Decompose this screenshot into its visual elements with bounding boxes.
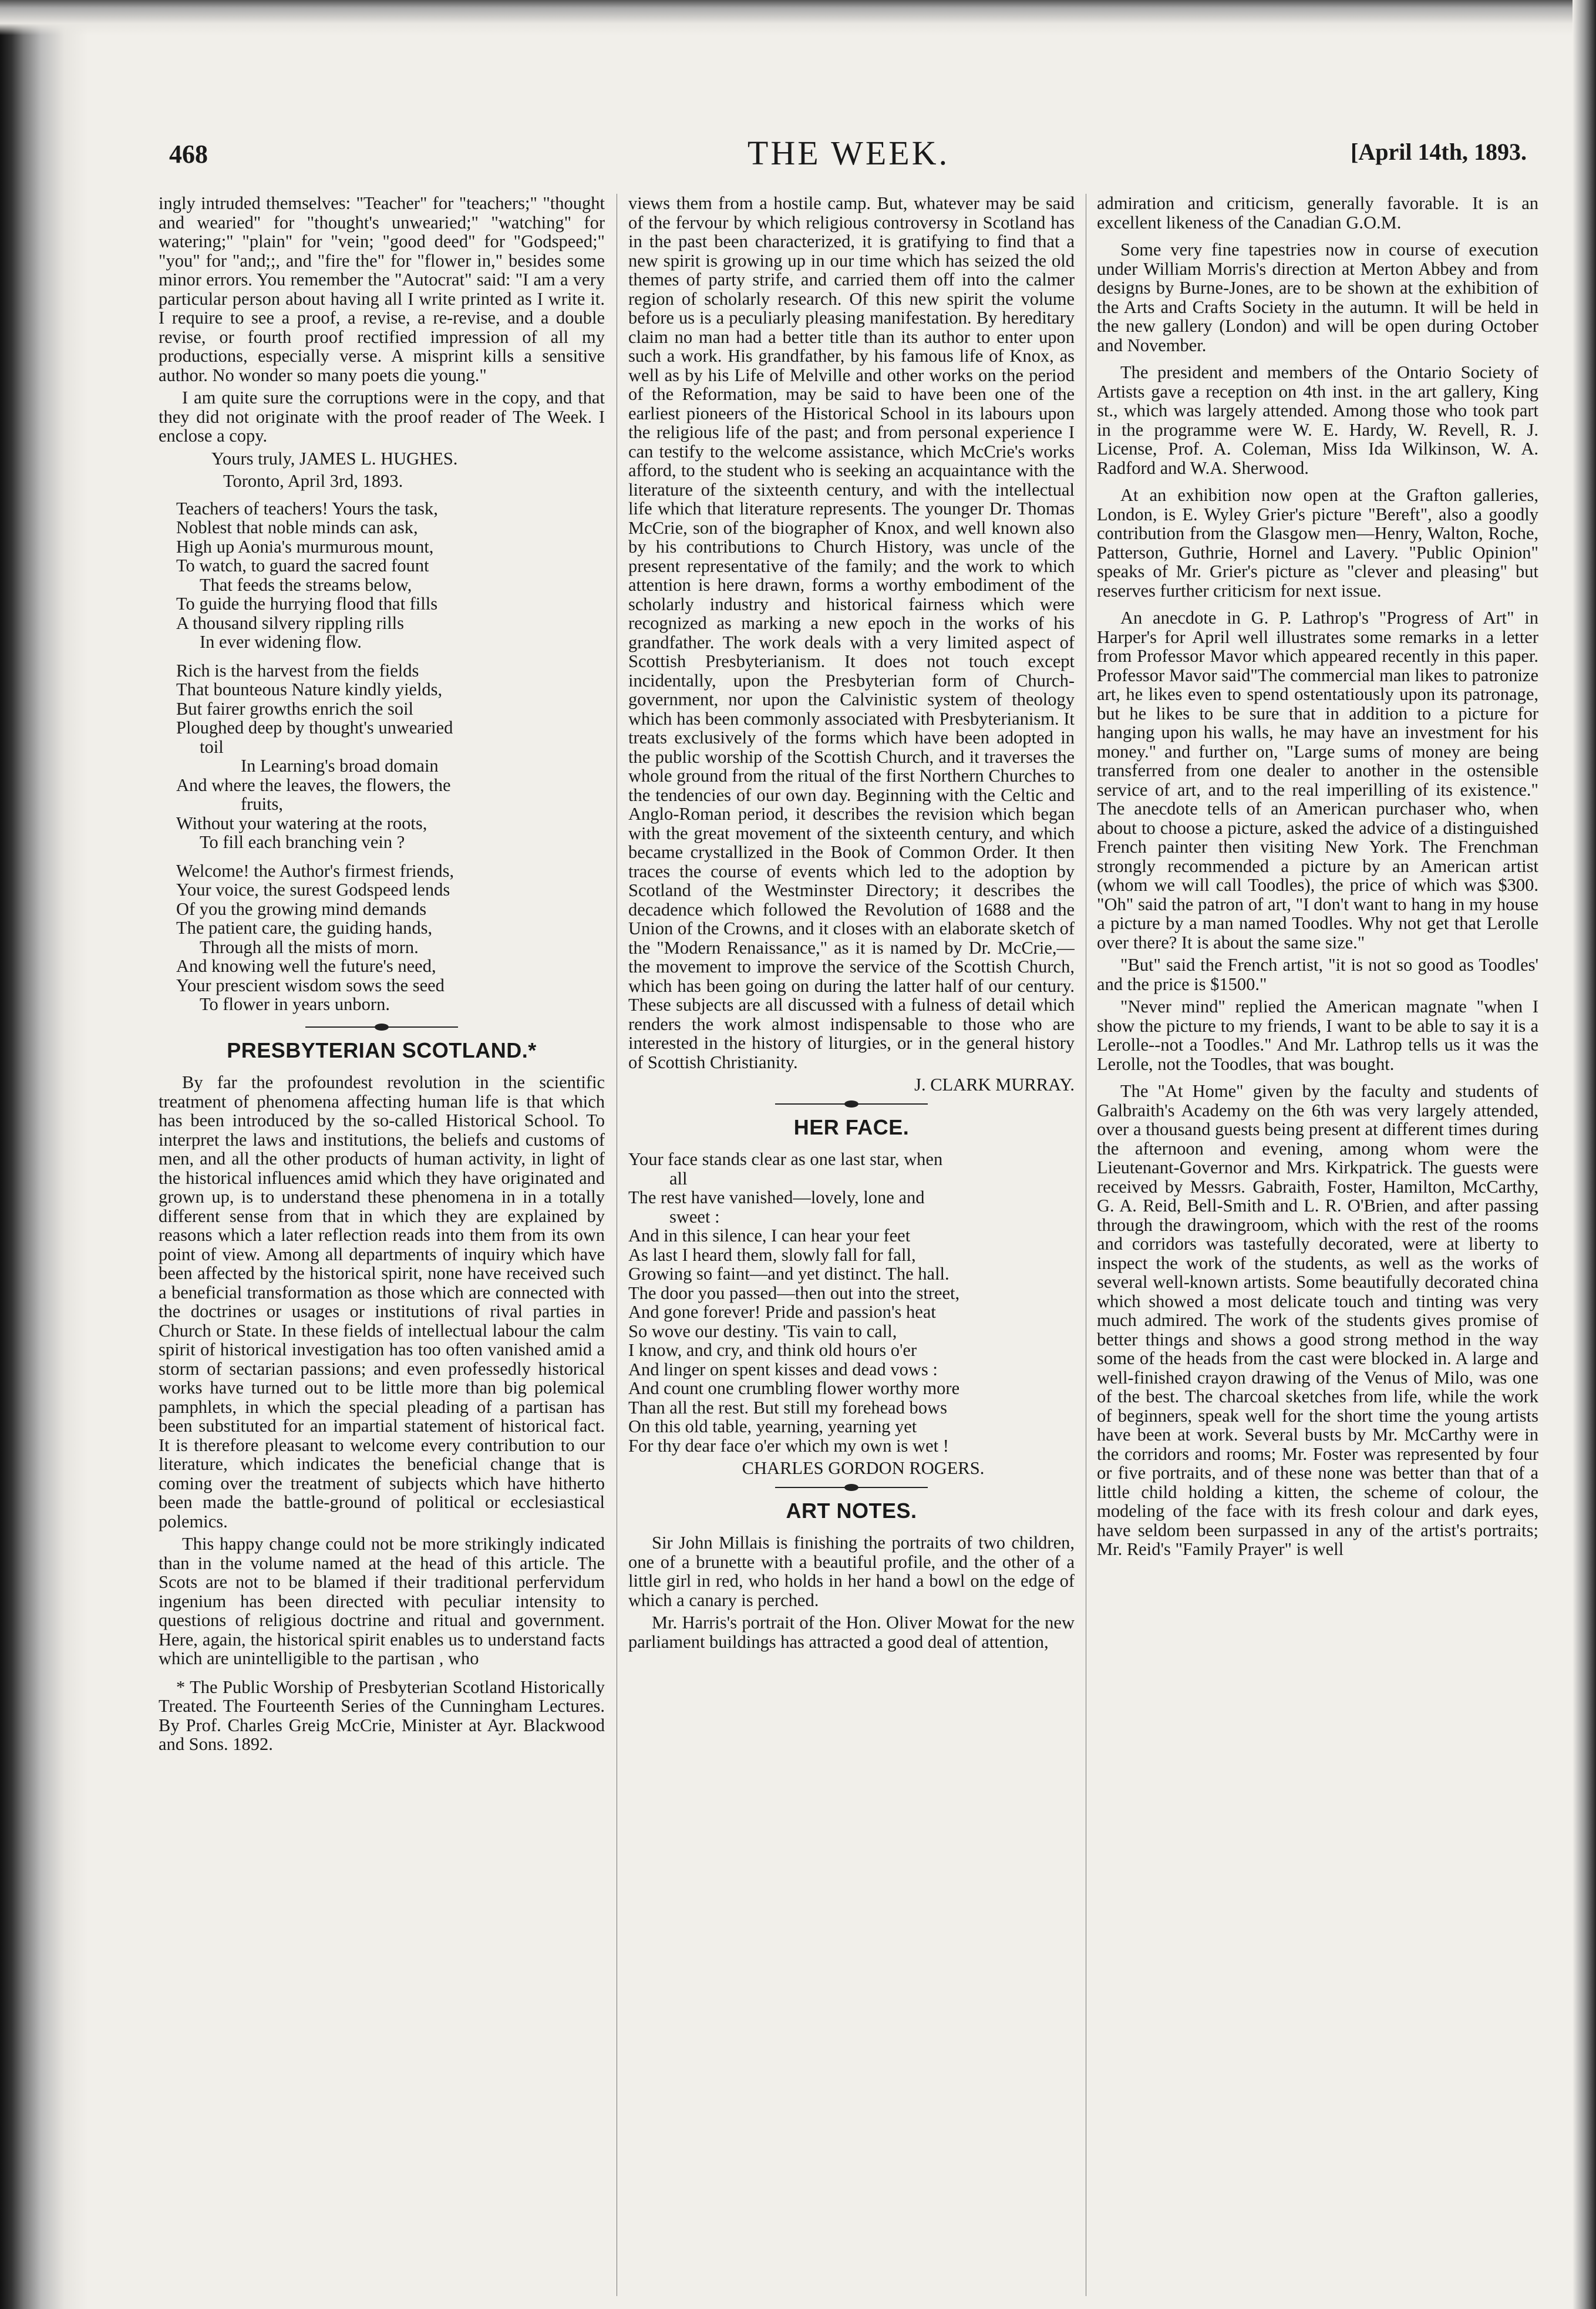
article-heading: PRESBYTERIAN SCOTLAND.* [227, 1038, 537, 1062]
art-notes-paragraph: An anecdote in G. P. Lathrop's "Progress of Art" in Harper's for April well illustrates some remarks in a letter from Professor Mavor which appeared recently in this paper. Professor Mavor said"The commercial man likes to patronize art, he likes even to spend ostentatiously upon its patronage, but he likes to be sure that in addition to a picture for hanging upon his walls, he may have an investment for his money." and further on, "Large sums of money are being transferred from one dealer to another in the ostensible service of art, and to the real imperilling of its existence." The anecdote tells of an American purchaser who, when about to choose a picture, asked the advice of a distinguished French painter then visiting New York. The Frenchman strongly recommended a picture by an American artist (whom we will call Toodles), the price of which was $300. "Oh" said the patron of art, "I don't want to hang in my house a picture by a man named Toodles. Why not get that Lerolle over there? It is about the same size." [1097, 608, 1538, 952]
poem-line: Your face stands clear as one last star, when [628, 1149, 943, 1169]
poem-line: Your voice, the surest Godspeed lends [176, 880, 450, 900]
poem-line: The rest have vanished—lovely, lone and [628, 1187, 925, 1207]
poem-line: On this old table, yearning, yearning yet [628, 1416, 917, 1436]
masthead-title: THE WEEK. [747, 134, 950, 172]
poem-line: Teachers of teachers! Yours the task, [176, 498, 438, 519]
poem-line: toil [200, 736, 224, 757]
art-notes-paragraph: admiration and criticism, generally favorable. It is an excellent likeness of the Canadian G.O.M. [1097, 194, 1538, 233]
page-header [159, 126, 1538, 182]
poem-line: A thousand silvery rippling rills [176, 612, 405, 633]
art-notes-paragraph: The "At Home" given by the faculty and students of Galbraith's Academy on the 6th was very largely attended, over a thousand guests being present at different times during the afternoon and evening, among whom were the Lieutenant-Governor and Mrs. Kirkpatrick. The guests were received by Messrs. Gabraith, Foster, Hamilton, McCarthy, G. A. Reid, Bell-Smith and L. R. O'Brien, and after passing through the drawingroom, which with the rest of the rooms and corridors was tastefully decorated, were at liberty to inspect the work of the students, as well as the works of several well-known artists. Some beautifully decorated china which showed a most delicate touch and tinting was very much admired. The work of the students gives promise of better things and shows a good strong method in the way some of the heads from the cast were blocked in. A large and well-finished crayon drawing of the Venus of Milo, was one of the best. The charcoal sketches from life, while the work of beginners, speak well for the short time the young artists have been at work. Several busts by Mr. McCarthy were in the corridors and rooms; Mr. Foster was represented by four or five portraits, and of these none was better than that of a little child holding a kitten, the scheme of colour, the modeling of the face with its fresh colour and dark eyes, have seldom been surpassed in any of the artist's portraits; Mr. Reid's "Family Prayer" is well [1097, 1081, 1538, 1559]
poem-stanza [159, 499, 605, 652]
section-heading: ART NOTES. [786, 1498, 917, 1523]
art-notes-paragraph: "But" said the French artist, "it is not so good as Toodles' and the price is $1500." [1097, 955, 1538, 994]
poem-line: And knowing well the future's need, [176, 956, 436, 976]
poem-line: To guide the hurrying flood that fills [176, 594, 438, 614]
poem-line: Growing so faint—and yet distinct. The hall. [628, 1264, 949, 1284]
scan-top-shadow [0, 0, 1596, 35]
section-divider-ornament [775, 1100, 928, 1108]
poem-line: High up Aonia's murmurous mount, [176, 536, 434, 557]
letter-signature: Yours truly, JAMES L. HUGHES. [211, 448, 458, 469]
article-paragraph: views them from a hostile camp. But, whatever may be said of the fervour by which religious controversy in Scotland has in the past been characterized, it is gratifying to find that a new spirit is growing up in our time which has seized the old themes of party strife, and carried them off into the calmer region of scholarly research. Of this new spirit the volume before us is a peculiarly pleasing manifestation. By hereditary claim no man had a better title than its author to enter upon such a work. His grandfather, by his famous life of Knox, as well as by his Life of Melville and other works on the period of the Reformation, may be said to have been one of the earliest pioneers of the Historical School in its labours upon the religious life of the past; and from personal experience I can testify to the welcome assistance, which McCrie's works afford, to the student who is seeking an acquaintance with the literature of the sixteenth century, and with the intellectual life which that literature represents. The younger Dr. Thomas McCrie, son of the biographer of Knox, and well known also by his contributions to Church History, was uncle of the present representative of the family; and the work to which attention is here drawn, forms a worthy embodiment of the scholarly industry and historical fairness which were recognized as marking a new epoch in the works of his grandfather. The work deals with a very limited aspect of Scottish Presbyterianism. It does not touch except incidentally, upon the Presbyterian form of Church-government, nor upon the Calvinistic system of theology which has been commonly associated with Presbyterianism. It treats exclusively of the forms which have been adopted in the public worship of the Scottish Church, and it traverses the whole ground from the ritual of the first Northern Churches to the tendencies of our own day. Beginning with the Celtic and Anglo-Roman period, it describes the revision which began with the great movement of the sixteenth century, and which became crystallized in the Book of Common Order. It then traces the course of events which led to the adoption by Scotland of the Westminster Directory; it describes the decadence which followed the Revolution of 1688 and the Union of the Crowns, and it closes with an elaborate sketch of the "Modern Renaissance," as it is named by Dr. McCrie,—the movement to improve the service of the Scottish Church, which has been going on during the latter half of our century. These subjects are all discussed with a fulness of detail which renders the work almost indispensable to those who are interested in the history of liturgies, or in the general history of Scottish Christianity. [628, 194, 1075, 1072]
art-notes-paragraph: "Never mind" replied the American magnate "when I show the picture to my friends, I want to be able to say it is a Lerolle--not a Toodles." And Mr. Lathrop tells us it was the Lerolle, not the Toodles, that was bought. [1097, 997, 1538, 1074]
poem-line: Your prescient wisdom sows the seed [176, 975, 445, 995]
column-1 [159, 194, 605, 2296]
poem-line: Ploughed deep by thought's unwearied [176, 718, 453, 738]
poem-line: Than all the rest. But still my forehead bows [628, 1397, 947, 1418]
poem-line: The door you passed—then out into the street, [628, 1283, 960, 1303]
art-notes-paragraph: Mr. Harris's portrait of the Hon. Oliver Mowat for the new parliament buildings has attracted a good deal of attention, [628, 1613, 1075, 1652]
issue-date: [April 14th, 1893. [1351, 139, 1527, 165]
page-number: 468 [169, 140, 208, 169]
poem-line: Welcome! the Author's firmest friends, [176, 860, 454, 881]
poem-line: Noblest that noble minds can ask, [176, 517, 418, 537]
poem-line: sweet : [669, 1206, 720, 1227]
art-notes-paragraph: At an exhibition now open at the Grafton galleries, London, is E. Wyley Grier's picture "Bereft", also a goodly contribution from the Glasgow men—Henry, Walton, Roche, Patterson, Guthrie, Hornel and Lavery. "Public Opinion" speaks of Mr. Grier's picture as "clever and pleasing" but reserves further criticism for next issue. [1097, 485, 1538, 601]
poem-line: For thy dear face o'er which my own is wet ! [628, 1435, 949, 1456]
art-notes-paragraph: Sir John Millais is finishing the portraits of two children, one of a brunette with a beautiful profile, and the other of a little girl in red, who holds in her hand a bowl on the edge of which a canary is perched. [628, 1533, 1075, 1610]
poem-line: That bounteous Nature kindly yields, [176, 679, 443, 699]
poem-line: And in this silence, I can hear your feet [628, 1226, 911, 1246]
poem-line: In Learning's broad domain [241, 756, 439, 776]
poem-line: And where the leaves, the flowers, the [176, 775, 451, 795]
column-3 [1097, 194, 1538, 2296]
poem-stanza [159, 661, 605, 852]
scan-right-edge [1573, 0, 1596, 2309]
poem-line: In ever widening flow. [200, 632, 362, 652]
poem-line: But fairer growths enrich the soil [176, 698, 414, 719]
poem-byline: CHARLES GORDON ROGERS. [742, 1458, 985, 1478]
section-divider-ornament [305, 1024, 458, 1031]
poem-line: And count one crumbling flower worthy more [628, 1378, 960, 1398]
letter-paragraph: ingly intruded themselves: "Teacher" for "teachers;" "thought and wearied" for "thought's unwearied;" "watching" for watering;" "plain" for "vein; "good deed" for "Godspeed;" "you" for "and;;, and "fire the" for "flower in," besides some minor errors. You remember the "Autocrat" said: "I am a very particular person about having all I write printed as I write it. I require to see a proof, a revise, a re-revise, and a double revise, or fourth proof rectified impression of all my productions, especially verse. A misprint kills a sensitive author. No wonder so many poets die young." [159, 194, 605, 385]
poem-line: To watch, to guard the sacred fount [176, 556, 429, 575]
poem-line: So wove our destiny. 'Tis vain to call, [628, 1321, 897, 1341]
newspaper-page [159, 126, 1538, 2299]
art-notes-paragraph: Some very fine tapestries now in course of execution under William Morris's direction at Merton Abbey and from designs by Burne-Jones, are to be shown at the exhibition of the Arts and Crafts Society in the autumn. It will be held in the new gallery (London) and will be open during October and November. [1097, 240, 1538, 355]
poem-stanza [159, 861, 605, 1014]
poem-heading: HER FACE. [793, 1115, 910, 1139]
footnote [159, 1678, 605, 1754]
poem-line: Rich is the harvest from the fields [176, 660, 419, 681]
column-2 [628, 194, 1075, 2296]
art-notes-paragraph: The president and members of the Ontario Society of Artists gave a reception on 4th inst. in the art gallery, King st., which was largely attended. Among those who took part in the programme were W. E. Hardy, W. Revell, R. J. License, Prof. A. Coleman, Miss Ida Wilkinson, W. A. Radford and W.A. Sherwood. [1097, 362, 1538, 478]
section-divider-ornament [775, 1484, 928, 1491]
poem-line: Through all the mists of morn. [200, 937, 419, 957]
poem-line: To flower in years unborn. [200, 994, 390, 1014]
her-face-poem [628, 1150, 1075, 1455]
article-paragraph: This happy change could not be more strikingly indicated than in the volume named at the head of this article. The Scots are not to be blamed if their traditional perfervidum ingenium has been directed with peculiar intensity to questions of religious doctrine and ritual and government. Here, again, the historical spirit enables us to understand facts which are unintelligible to the partisan , who [159, 1534, 605, 1668]
article-columns [159, 194, 1538, 2296]
poem-line: The patient care, the guiding hands, [176, 918, 433, 938]
letter-dateline: Toronto, April 3rd, 1893. [223, 471, 403, 491]
teachers-poem [159, 499, 605, 1031]
article-byline: J. CLARK MURRAY. [914, 1075, 1075, 1095]
article-paragraph: By far the profoundest revolution in the scientific treatment of phenomena affecting human life is that which has been introduced by the so-called Historical School. To interpret the laws and institutions, the beliefs and customs of men, and all the other products of human activity, in light of the historical influences amid which they have originated and grown up, is to understand these phenomena in in a totally different sense from that in which they are explained by reasons which a later reflection reads into them from its own point of view. Among all departments of inquiry which have been affected by the historical spirit, none have received such a beneficial transformation as those which are connected with the doctrines or usages or institutions of rival parties in Church or State. In these fields of intellectual labour the calm spirit of historical investigation has too often vanished amid a storm of sectarian passions; and even professedly historical works have turned out to be little more than big polemical pamphlets, in which the special pleading of a partisan has been substituted for an impartial statement of historical fact. It is therefore pleasant to welcome every contribution to our literature, which indicates the beneficial change that is coming over the treatment of subjects which have hitherto been made the battle-ground of political or ecclesiastical polemics. [159, 1072, 605, 1532]
poem-line: And linger on spent kisses and dead vows : [628, 1359, 938, 1379]
poem-line: Of you the growing mind demands [176, 898, 427, 919]
poem-line: As last I heard them, slowly fall for fall, [628, 1244, 916, 1265]
poem-line: And gone forever! Pride and passion's heat [628, 1302, 936, 1322]
scan-binding-shadow [0, 0, 88, 2309]
poem-line: all [669, 1168, 688, 1189]
poem-line: To fill each branching vein ? [200, 832, 405, 852]
footnote-text: * The Public Worship of Presbyterian Scotland Historically Treated. The Fourteenth Series of the Cunningham Lectures. By Prof. Charles Greig McCrie, Minister at Ayr. Blackwood and Sons. 1892. [159, 1677, 605, 1754]
poem-line: Without your watering at the roots, [176, 813, 427, 833]
poem-line: I know, and cry, and think old hours o'er [628, 1340, 917, 1360]
poem-line: That feeds the streams below, [200, 574, 412, 595]
poem-line: fruits, [241, 794, 284, 814]
letter-paragraph: I am quite sure the corruptions were in the copy, and that they did not originate with the proof reader of The Week. I enclose a copy. [159, 388, 605, 446]
